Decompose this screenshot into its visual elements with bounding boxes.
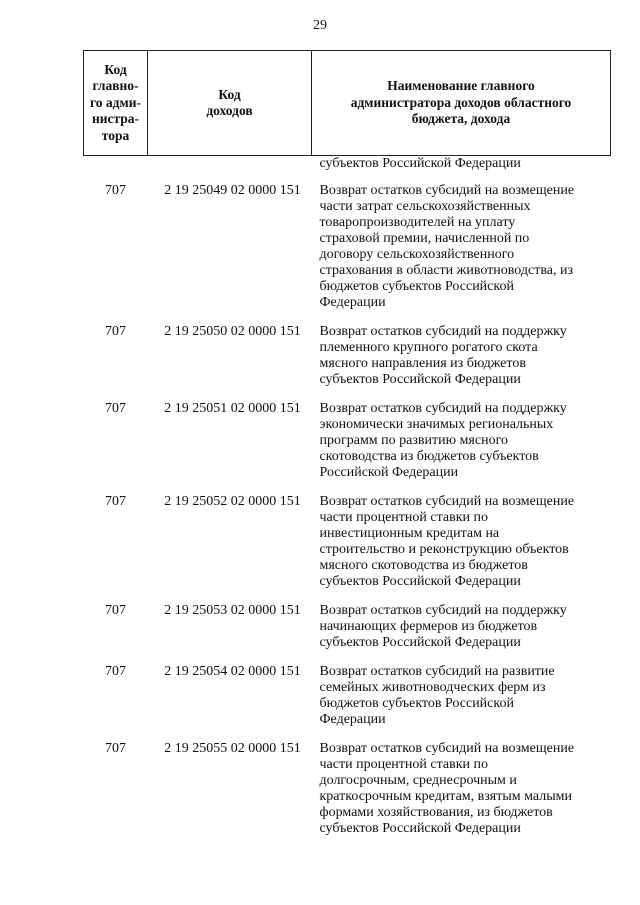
header-admin-code-line: го адми-	[90, 94, 141, 110]
income-name-cell	[312, 600, 611, 661]
income-name-line: бюджетов субъектов Российской	[319, 696, 514, 711]
income-name-line: бюджетов субъектов Российской	[319, 279, 514, 294]
table-header	[84, 51, 611, 156]
header-income-code-line: доходов	[206, 103, 253, 118]
header-name-line: бюджета, дохода	[411, 111, 511, 127]
income-code-cell: 2 19 25055 02 0000 151	[164, 741, 301, 756]
income-name-line: товаропроизводителей на уплату	[319, 215, 516, 230]
continuation-admin-cell	[84, 156, 148, 181]
income-name-line: формами хозяйствования, из бюджетов	[319, 805, 553, 820]
admin-code-cell: 707	[105, 664, 126, 679]
table-row	[84, 321, 611, 398]
income-code-cell: 2 19 25053 02 0000 151	[164, 603, 301, 618]
header-income-code-line: Код	[218, 86, 241, 102]
income-code-cell: 2 19 25049 02 0000 151	[164, 183, 301, 198]
table-row	[84, 600, 611, 661]
table-row	[84, 491, 611, 600]
header-name	[312, 51, 611, 156]
income-name-line: мясного скотоводства из бюджетов	[319, 558, 528, 573]
income-name-cell	[312, 321, 611, 398]
table-row	[84, 661, 611, 738]
income-code-cell: 2 19 25050 02 0000 151	[164, 324, 301, 339]
income-name-line: скотоводства из бюджетов субъектов	[319, 449, 539, 464]
admin-code-cell: 707	[105, 603, 126, 618]
income-name-line: субъектов Российской Федерации	[319, 372, 521, 387]
income-name-line: субъектов Российской Федерации	[319, 574, 521, 589]
income-name-cell	[312, 491, 611, 600]
income-name-line: Российской Федерации	[319, 465, 459, 480]
income-name-line: строительство и реконструкцию объектов	[319, 542, 569, 557]
header-admin-code-line: Код	[104, 61, 127, 77]
continuation-name-cell	[312, 156, 611, 181]
header-name-line: администратора доходов областного	[350, 94, 572, 110]
income-name-line: племенного крупного рогатого скота	[319, 340, 538, 355]
income-name-cell	[312, 738, 611, 847]
income-name-line: Возврат остатков субсидий на поддержку	[319, 324, 567, 339]
income-name-line: долгосрочным, среднесрочным и	[319, 773, 517, 788]
income-name-cell	[312, 661, 611, 738]
header-admin-code-line: нистра-	[91, 111, 140, 127]
income-name-line: части процентной ставки по	[319, 757, 488, 772]
income-name-line: программ по развитию мясного	[319, 433, 508, 448]
income-name-line: субъектов Российской Федерации	[319, 821, 521, 836]
income-name-line: семейных животноводческих ферм из	[319, 680, 546, 695]
header-admin-code	[84, 51, 148, 156]
table-row	[84, 180, 611, 321]
income-code-cell: 2 19 25051 02 0000 151	[164, 401, 301, 416]
income-name-line: начинающих фермеров из бюджетов	[319, 619, 538, 634]
table-row	[84, 398, 611, 491]
header-name-line: Наименование главного	[387, 78, 535, 94]
admin-code-cell: 707	[105, 741, 126, 756]
income-name-line: экономически значимых региональных	[319, 417, 554, 432]
header-income-code	[148, 51, 312, 156]
income-name-line: страхования в области животноводства, из	[319, 263, 573, 278]
income-name-line: страховой премии, начисленной по	[319, 231, 530, 246]
income-codes-table	[83, 50, 611, 847]
income-name-cell	[312, 180, 611, 321]
header-admin-code-line: главно-	[92, 78, 139, 94]
table-body	[84, 156, 611, 848]
income-name-line: мясного направления из бюджетов	[319, 356, 526, 371]
table-row	[84, 738, 611, 847]
income-name-line: договору сельскохозяйственного	[319, 247, 515, 262]
income-name-line: Возврат остатков субсидий на возмещение	[319, 741, 575, 756]
page-number: 29	[313, 18, 327, 33]
income-name-line: Возврат остатков субсидий на развитие	[319, 664, 555, 679]
admin-code-cell: 707	[105, 324, 126, 339]
continuation-name-cell-line: субъектов Российской Федерации	[319, 156, 521, 171]
income-name-line: части затрат сельскохозяйственных	[319, 199, 531, 214]
admin-code-cell: 707	[105, 401, 126, 416]
admin-code-cell: 707	[105, 494, 126, 509]
income-name-line: Возврат остатков субсидий на возмещение	[319, 494, 575, 509]
income-name-line: Федерации	[319, 712, 386, 727]
income-name-line: краткосрочным кредитам, взятым малыми	[319, 789, 572, 804]
income-name-line: части процентной ставки по	[319, 510, 488, 525]
continuation-row	[84, 156, 611, 181]
continuation-code-cell	[148, 156, 312, 181]
income-name-line: Возврат остатков субсидий на поддержку	[319, 603, 567, 618]
income-name-line: Федерации	[319, 295, 386, 310]
admin-code-cell: 707	[105, 183, 126, 198]
income-name-line: субъектов Российской Федерации	[319, 635, 521, 650]
income-name-cell	[312, 398, 611, 491]
income-code-cell: 2 19 25052 02 0000 151	[164, 494, 301, 509]
income-name-line: инвестиционным кредитам на	[319, 526, 500, 541]
income-code-cell: 2 19 25054 02 0000 151	[164, 664, 301, 679]
header-admin-code-line: тора	[101, 127, 130, 143]
income-name-line: Возврат остатков субсидий на поддержку	[319, 401, 567, 416]
income-name-line: Возврат остатков субсидий на возмещение	[319, 183, 575, 198]
